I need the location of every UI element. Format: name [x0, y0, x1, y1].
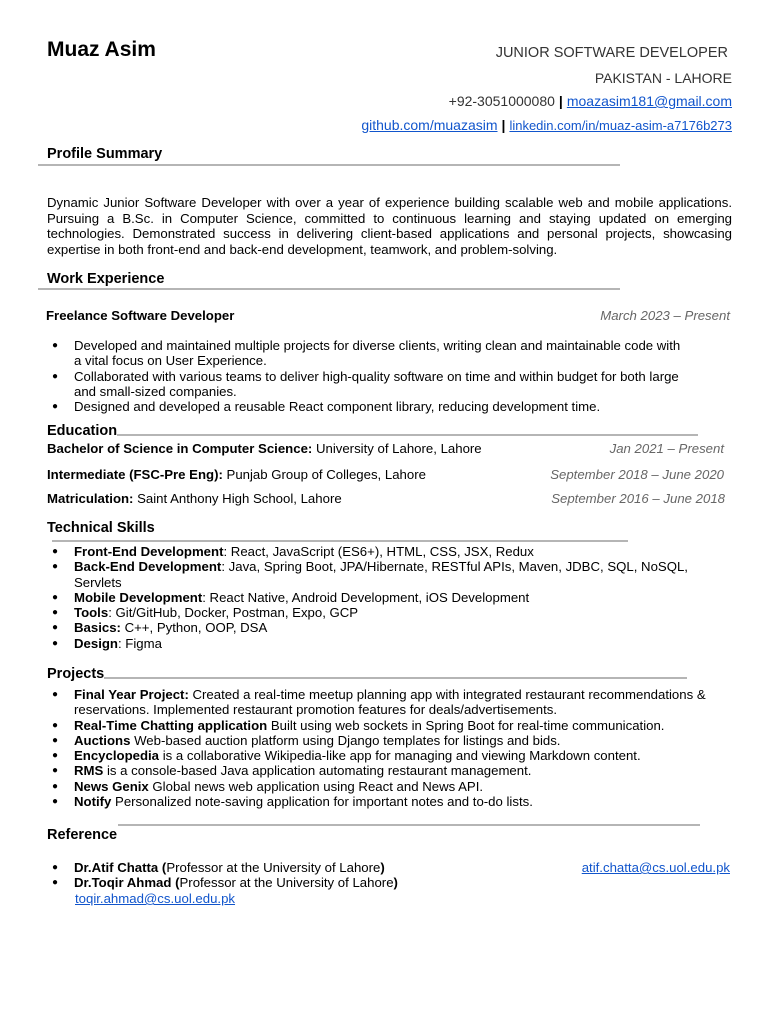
candidate-name: Muaz Asim: [47, 38, 156, 61]
job-title: Freelance Software Developer: [46, 308, 235, 323]
profile-summary-text: Dynamic Junior Software Developer with over a year of experience building scalable web and mobile applications. Pursuing a B.Sc. in Computer Science, committed to continuous learning and staying updated on emerging technologies. Demonstrated success in delivering client-based applications and personal projects, showcasing expertise in both front-end and back-end development, teamwork, and problem-solving.: [47, 195, 732, 257]
list-item: ● Basics: C++, Python, OOP, DSA: [46, 620, 696, 635]
skills-list: [46, 544, 696, 651]
education-row: [47, 491, 342, 506]
job-role: JUNIOR SOFTWARE DEVELOPER: [495, 45, 728, 61]
list-item: ● Dr.Toqir Ahmad (Professor at the University of Lahore): [46, 875, 566, 890]
list-item: ● Mobile Development: React Native, Android Development, iOS Development: [46, 590, 696, 605]
degree: Matriculation:: [47, 491, 134, 506]
education-row: [47, 467, 426, 482]
education-dates: September 2016 – June 2018: [551, 491, 725, 506]
list-item: ● Encyclopedia is a collaborative Wikipedia-like app for managing and viewing Markdown content.: [46, 748, 736, 763]
section-divider: [118, 824, 700, 826]
reference-email-link[interactable]: toqir.ahmad@cs.uol.edu.pk: [75, 891, 236, 906]
section-divider: [38, 288, 620, 290]
separator: |: [558, 93, 563, 109]
school: University of Lahore, Lahore: [312, 441, 482, 456]
phone: +92-3051000080: [448, 93, 555, 109]
school: Saint Anthony High School, Lahore: [133, 491, 342, 506]
list-item: ● Tools: Git/GitHub, Docker, Postman, Expo, GCP: [46, 605, 696, 620]
list-item: ● Real-Time Chatting application Built using web sockets in Spring Boot for real-time communication.: [46, 718, 736, 733]
school: Punjab Group of Colleges, Lahore: [222, 467, 426, 482]
github-link[interactable]: github.com/muazasim: [361, 117, 498, 133]
location: PAKISTAN - LAHORE: [594, 70, 732, 86]
linkedin-link[interactable]: linkedin.com/in/muaz-asim-a7176b273: [509, 118, 732, 133]
links-line: [361, 117, 732, 133]
list-item: ● News Genix Global news web application using React and News API.: [46, 779, 736, 794]
list-item: ● Dr.Atif Chatta (Professor at the University of Lahore): [46, 860, 566, 875]
email-link[interactable]: moazasim181@gmail.com: [566, 93, 732, 109]
profile-summary-heading: Profile Summary: [47, 146, 163, 162]
education-dates: Jan 2021 – Present: [609, 441, 724, 456]
reference-heading: Reference: [47, 827, 118, 843]
list-item: ● Notify Personalized note-saving application for important notes and to-do lists.: [46, 794, 736, 809]
section-divider: [117, 434, 698, 436]
projects-list: [46, 687, 736, 809]
separator: |: [501, 117, 506, 133]
projects-heading: Projects: [47, 666, 105, 682]
section-divider: [104, 677, 687, 679]
education-row: [47, 441, 482, 456]
education-dates: September 2018 – June 2020: [550, 467, 724, 482]
degree: Bachelor of Science in Computer Science:: [47, 441, 313, 456]
list-item: ● Design: Figma: [46, 636, 696, 651]
work-experience-heading: Work Experience: [47, 271, 165, 287]
contact-line: [449, 93, 732, 109]
list-item: ● Front-End Development: React, JavaScript (ES6+), HTML, CSS, JSX, Redux: [46, 544, 696, 559]
list-item: ● Final Year Project: Created a real-time meetup planning app with integrated restaurant recommendations & reservations. Implemented restaurant promotion features for deals/advertisements.: [46, 687, 736, 718]
job-dates: March 2023 – Present: [600, 308, 730, 323]
list-item: ● Developed and maintained multiple projects for diverse clients, writing clean and maintainable code with a vital focus on User Experience.: [46, 338, 686, 369]
education-heading: Education: [47, 423, 118, 439]
section-divider: [38, 164, 620, 166]
reference-email-link[interactable]: atif.chatta@cs.uol.edu.pk: [581, 860, 730, 875]
list-item: ● Auctions Web-based auction platform using Django templates for listings and bids.: [46, 733, 736, 748]
reference-list: [46, 860, 566, 891]
list-item: ● Designed and developed a reusable React component library, reducing development time.: [46, 399, 686, 414]
list-item: ● RMS is a console-based Java application automating restaurant management.: [46, 763, 736, 778]
work-bullets: [46, 338, 686, 414]
section-divider: [52, 540, 628, 542]
technical-skills-heading: Technical Skills: [47, 520, 155, 536]
list-item: ● Back-End Development: Java, Spring Boot, JPA/Hibernate, RESTful APIs, Maven, JDBC, SQL, NoSQL, Servlets: [46, 559, 696, 590]
list-item: ● Collaborated with various teams to deliver high-quality software on time and within budget for both large and small-sized companies.: [46, 369, 686, 400]
degree: Intermediate (FSC-Pre Eng):: [47, 467, 223, 482]
